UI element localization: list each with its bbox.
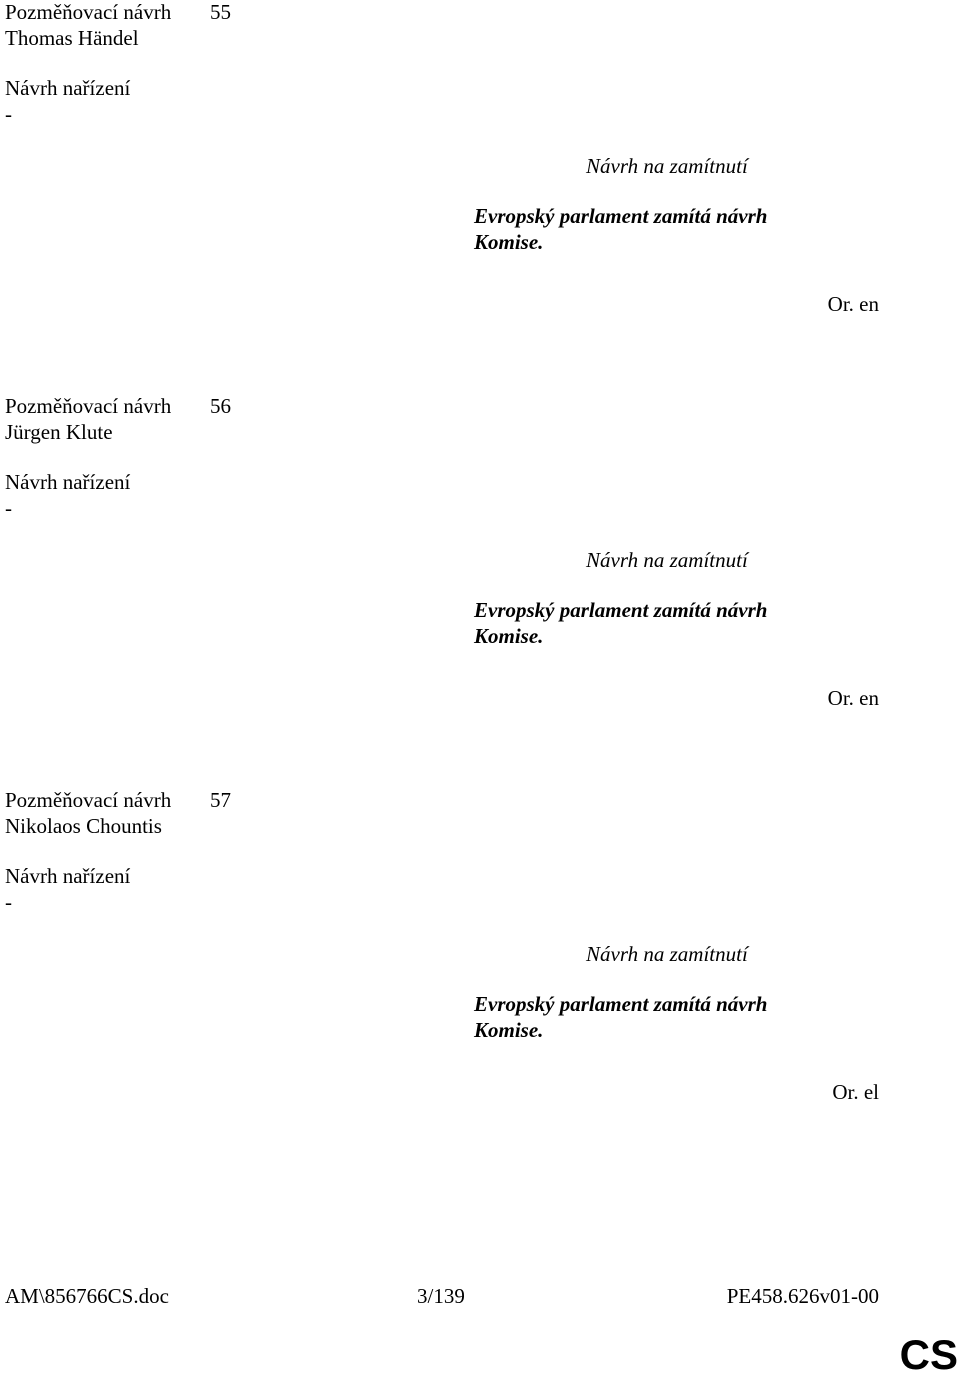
- amendment-dash: -: [5, 890, 12, 914]
- amendment-dash: -: [5, 102, 12, 126]
- footer-document-name: AM\856766CS.doc: [5, 1284, 169, 1308]
- amendment-column-heading: Návrh na zamítnutí: [586, 154, 748, 178]
- amendment-number: 57: [210, 788, 231, 812]
- amendment-text: Evropský parlament zamítá návrh Komise.: [474, 598, 768, 648]
- amendment-section: Návrh nařízení: [5, 864, 131, 888]
- amendment-author: Jürgen Klute: [5, 420, 113, 444]
- amendment-author: Nikolaos Chountis: [5, 814, 162, 838]
- original-language: Or. el: [832, 1080, 879, 1104]
- amendment-section: Návrh nařízení: [5, 76, 131, 100]
- amendment-label: Pozměňovací návrh: [5, 788, 172, 812]
- amendment-column-heading: Návrh na zamítnutí: [586, 548, 748, 572]
- amendment-author: Thomas Händel: [5, 26, 139, 50]
- amendment-57: [0, 788, 960, 1118]
- amendment-number: 56: [210, 394, 231, 418]
- amendment-heading: [5, 393, 265, 419]
- amendment-dash: -: [5, 496, 12, 520]
- amendment-56: [0, 394, 960, 724]
- amendment-label: Pozměňovací návrh: [5, 0, 172, 24]
- original-language: Or. en: [827, 686, 879, 710]
- amendment-heading: [5, 787, 265, 813]
- amendment-label: Pozměňovací návrh: [5, 394, 172, 418]
- amendment-column-heading: Návrh na zamítnutí: [586, 942, 748, 966]
- footer-page-number: 3/139: [417, 1284, 465, 1308]
- language-mark: CS: [899, 1331, 958, 1378]
- amendment-heading: [5, 0, 265, 25]
- amendment-55: [0, 0, 960, 330]
- original-language: Or. en: [827, 292, 879, 316]
- amendment-text: Evropský parlament zamítá návrh Komise.: [474, 204, 768, 254]
- page-footer: [0, 1283, 960, 1309]
- footer-reference: PE458.626v01-00: [726, 1284, 879, 1308]
- amendment-section: Návrh nařízení: [5, 470, 131, 494]
- amendment-number: 55: [210, 0, 231, 24]
- amendment-text: Evropský parlament zamítá návrh Komise.: [474, 992, 768, 1042]
